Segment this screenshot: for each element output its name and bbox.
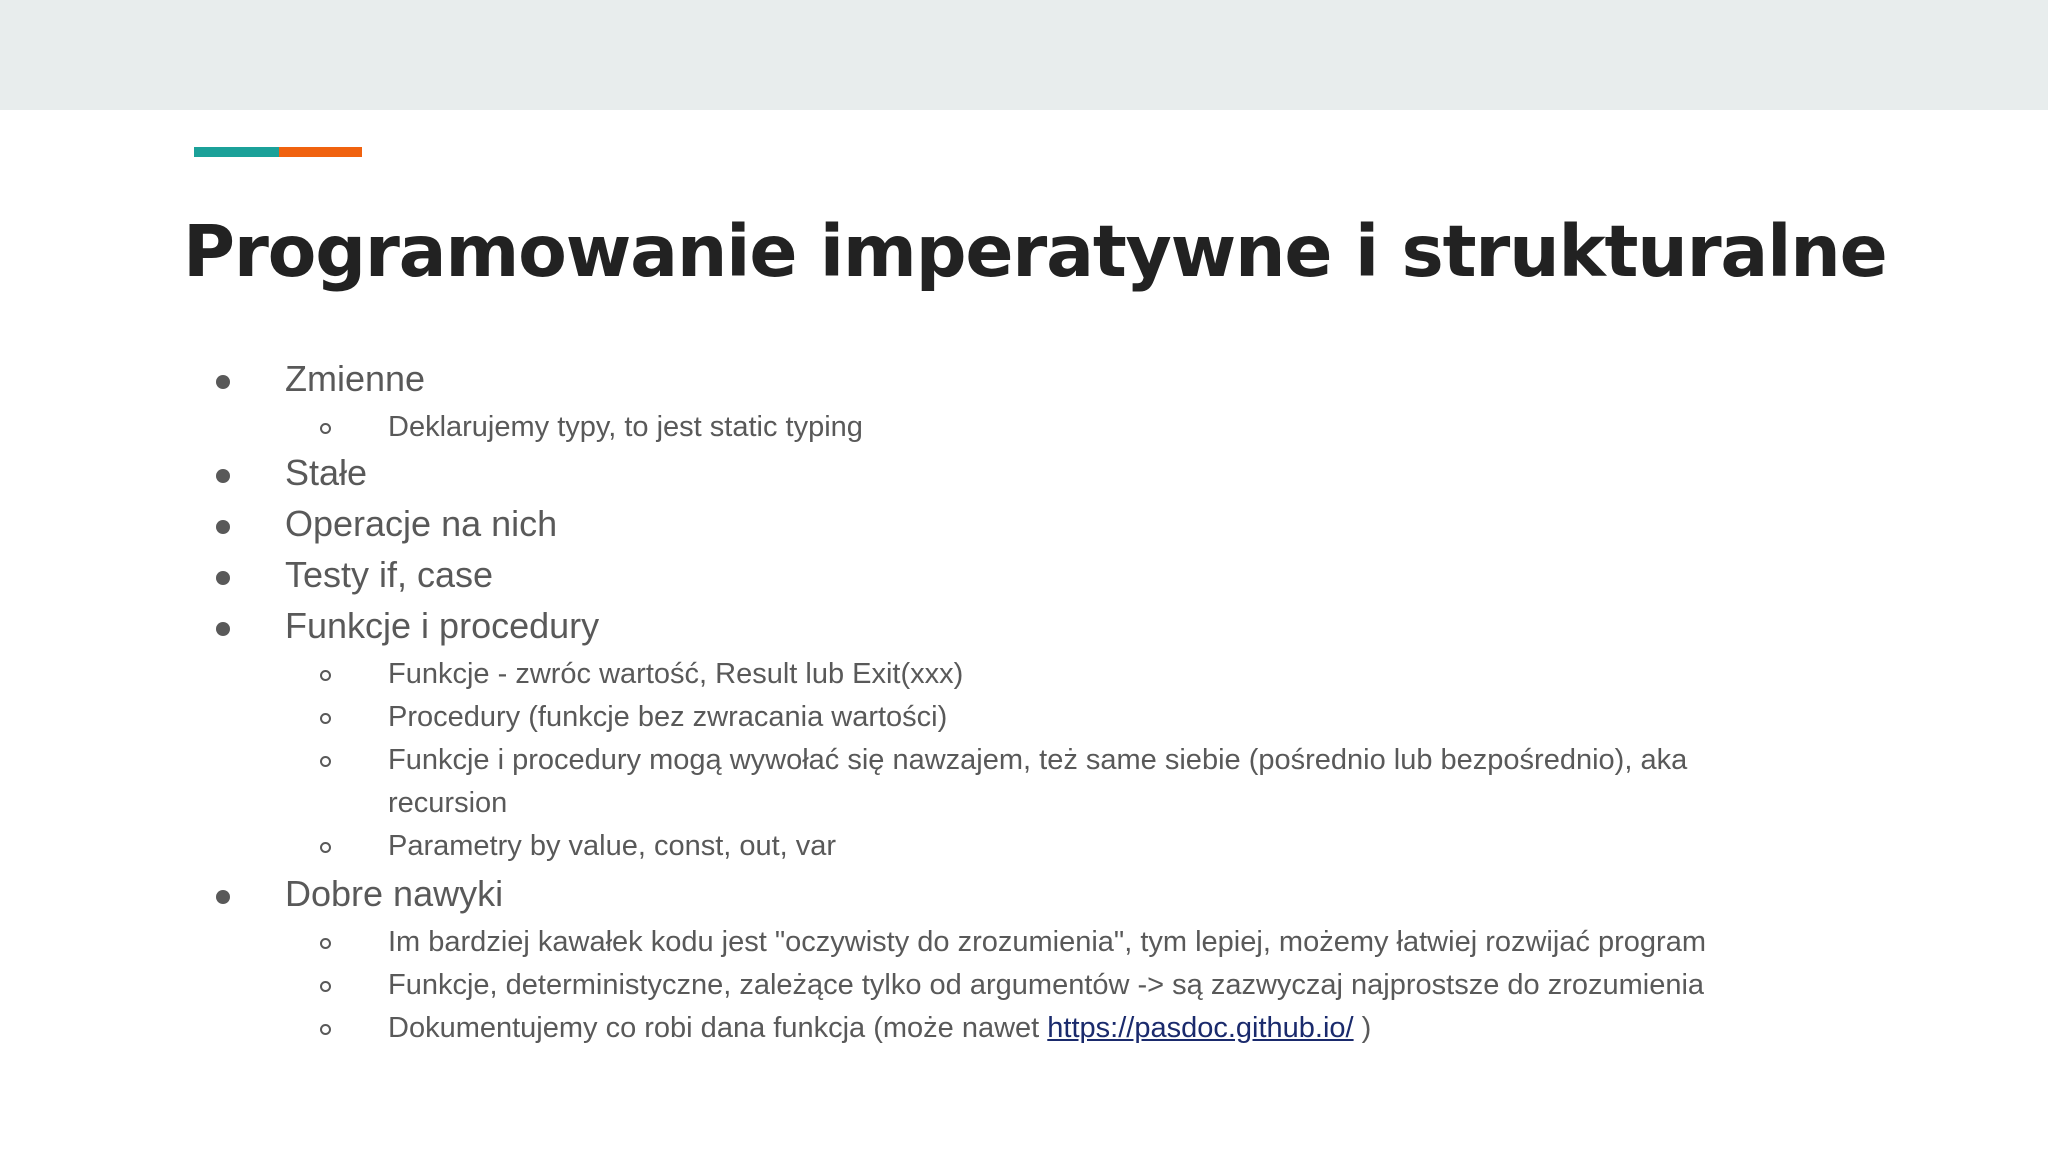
- bullet-circle-icon: [320, 670, 331, 681]
- list-item: Testy if, case: [285, 554, 494, 595]
- list-item: Parametry by value, const, out, var: [388, 830, 837, 862]
- list-item: Operacje na nich: [285, 503, 558, 544]
- bullet-circle-icon: [320, 423, 331, 434]
- list-item-continuation: recursion: [388, 787, 508, 819]
- bullet-circle-icon: [320, 842, 331, 853]
- bullet-dot-icon: [216, 890, 230, 904]
- list-item: Funkcje i procedury mogą wywołać się nawzajem, też same siebie (pośrednio lub bezpośrednio), aka: [388, 744, 1688, 776]
- bullet-dot-icon: [216, 520, 230, 534]
- slide-title: Programowanie imperatywne i strukturalne: [183, 210, 1887, 293]
- bullet-dot-icon: [216, 622, 230, 636]
- list-item: Procedury (funkcje bez zwracania wartości): [388, 701, 948, 733]
- list-item-text-after: ): [1353, 1012, 1372, 1044]
- bullet-dot-icon: [216, 375, 230, 389]
- list-item: Zmienne: [285, 358, 426, 399]
- list-item: Stałe: [285, 452, 368, 493]
- bullet-circle-icon: [320, 713, 331, 724]
- bullet-dot-icon: [216, 571, 230, 585]
- bullet-dot-icon: [216, 469, 230, 483]
- list-item-text: Dokumentujemy co robi dana funkcja (może nawet: [388, 1012, 1048, 1044]
- list-item: Funkcje i procedury: [285, 605, 600, 646]
- bullet-circle-icon: [320, 981, 331, 992]
- list-item: [388, 1012, 1371, 1045]
- bullet-circle-icon: [320, 938, 331, 949]
- bullet-circle-icon: [320, 1024, 331, 1035]
- list-item: Dobre nawyki: [285, 873, 504, 914]
- list-item: Funkcje - zwróc wartość, Result lub Exit(xxx): [388, 658, 964, 690]
- list-item: Deklarujemy typy, to jest static typing: [388, 411, 863, 443]
- bullet-circle-icon: [320, 756, 331, 767]
- list-item: Funkcje, deterministyczne, zależące tylko od argumentów -> są zazwyczaj najprostsze do zrozumienia: [388, 969, 1705, 1001]
- pasdoc-link[interactable]: https://pasdoc.github.io/: [1047, 1012, 1354, 1044]
- list-item: Im bardziej kawałek kodu jest "oczywisty do zrozumienia", tym lepiej, możemy łatwiej rozwijać program: [388, 926, 1706, 958]
